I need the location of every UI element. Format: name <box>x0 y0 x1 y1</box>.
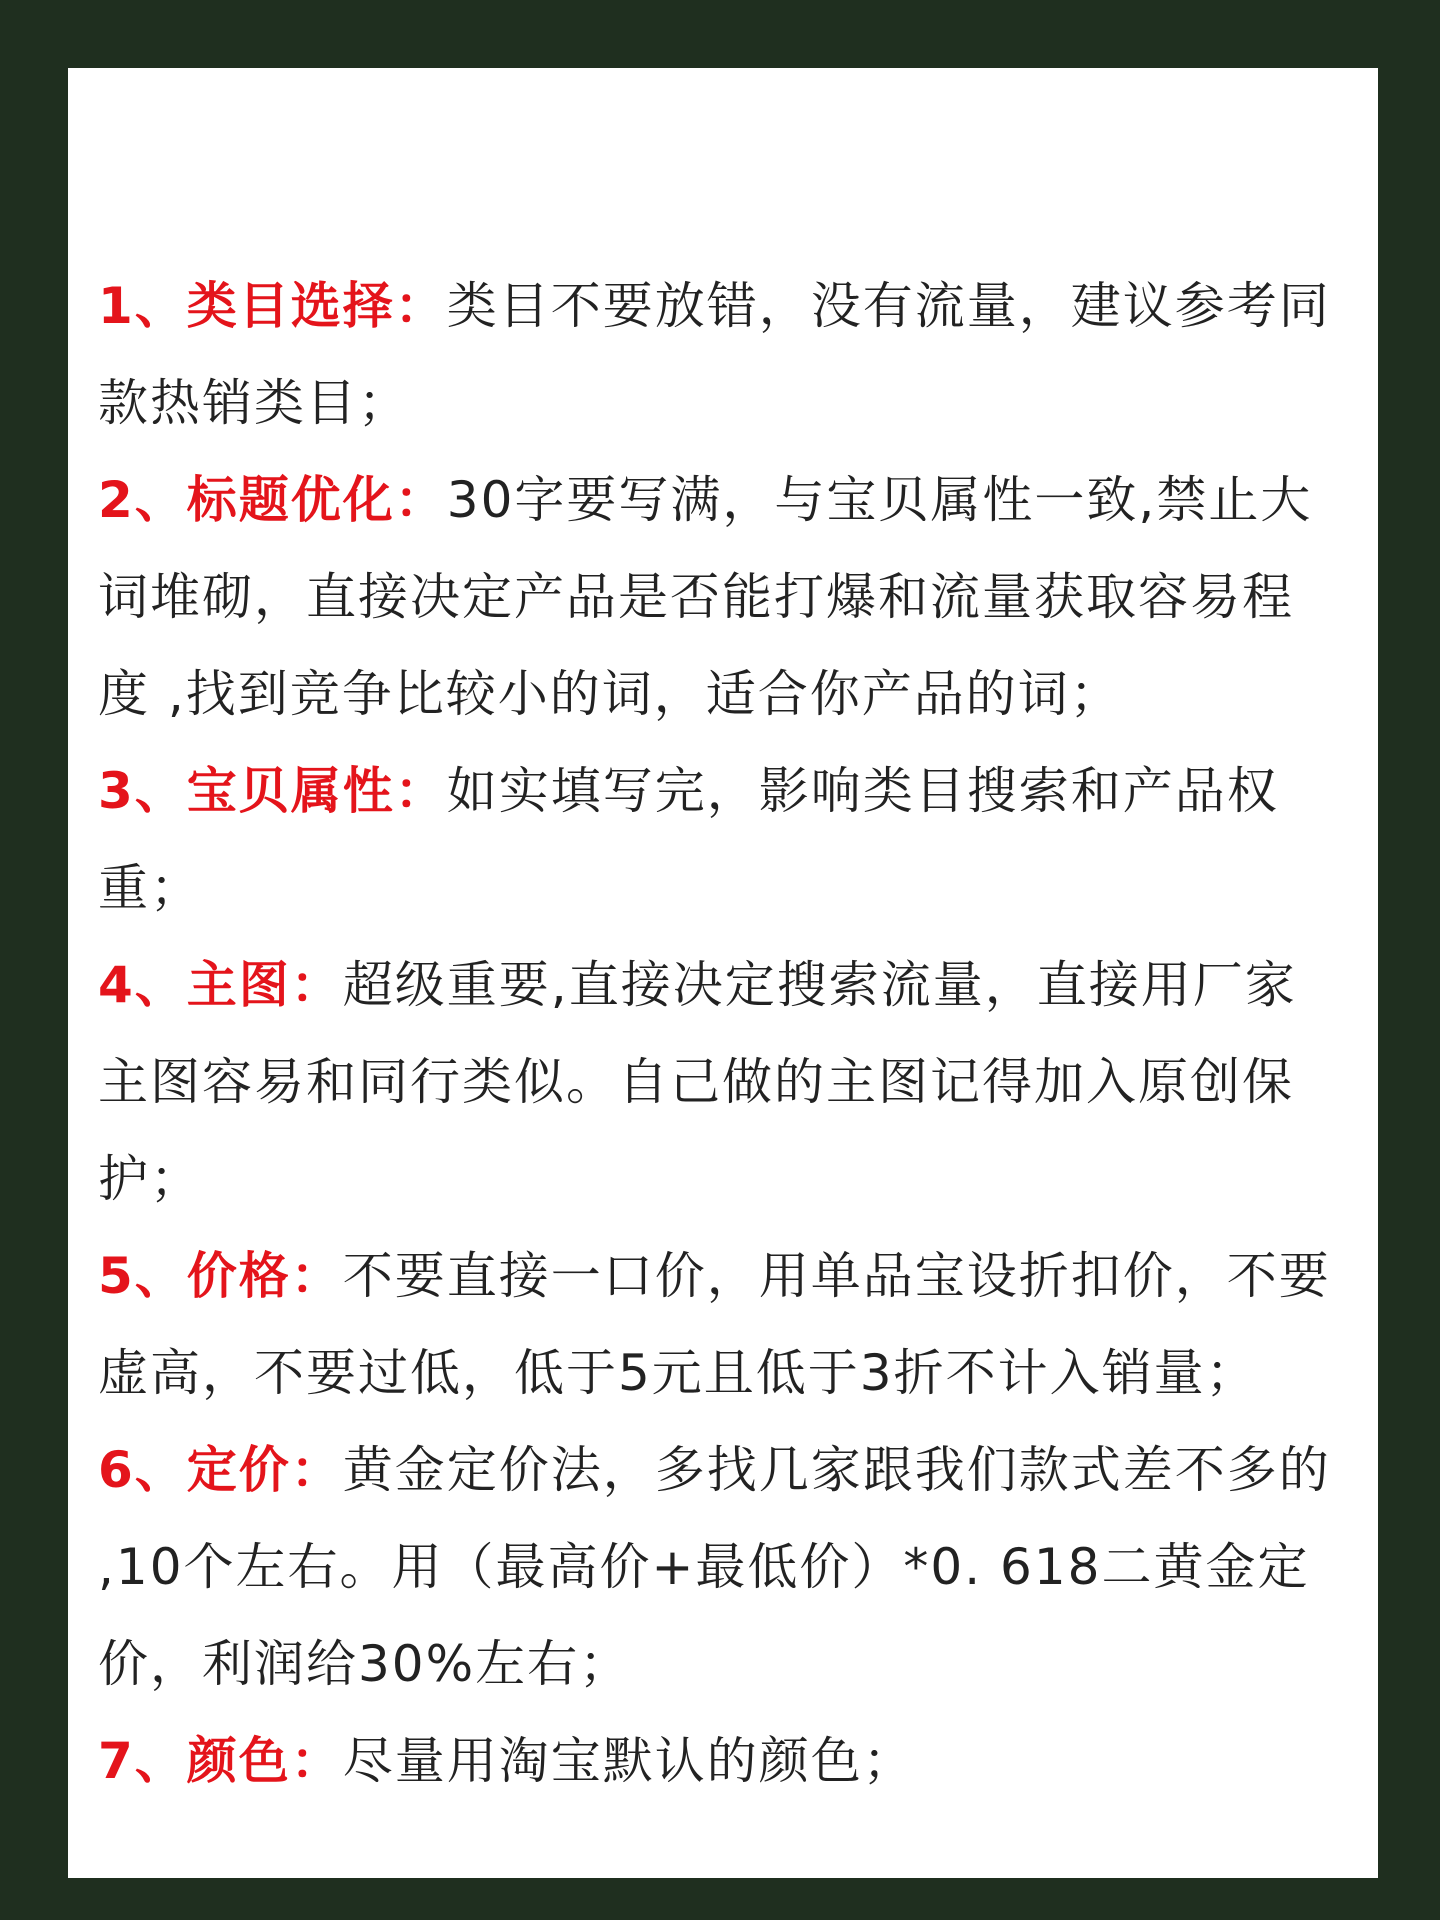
tip-label: 1、类目选择： <box>98 277 447 335</box>
tip-text: 尽量用淘宝默认的颜色； <box>342 1732 915 1790</box>
tip-category <box>98 258 1336 452</box>
tip-label: 2、标题优化： <box>98 471 447 529</box>
tip-main-image <box>98 937 1336 1228</box>
tip-attributes <box>98 743 1336 937</box>
tip-label: 4、主图： <box>98 956 343 1014</box>
tip-title <box>98 452 1336 743</box>
tip-pricing <box>98 1422 1336 1713</box>
tip-text: 不要直接一口价，用单品宝设折扣价，不要虚高，不要过低，低于5元且低于3折不计入销量； <box>98 1247 1331 1402</box>
tip-color <box>98 1713 1336 1810</box>
tip-price <box>98 1228 1336 1422</box>
tip-label: 7、颜色： <box>98 1732 343 1790</box>
tip-label: 3、宝贝属性： <box>98 762 447 820</box>
tip-text: 类目不要放错，没有流量，建议参考同款热销类目； <box>98 277 1331 432</box>
content-card <box>68 68 1378 1878</box>
tip-text: 如实填写完，影响类目搜索和产品权重； <box>98 762 1279 917</box>
tip-label: 6、定价： <box>98 1441 343 1499</box>
tip-label: 5、价格： <box>98 1247 343 1305</box>
tip-text: 黄金定价法，多找几家跟我们款式差不多的 ,10个左右。用（最高价+最低价）*0. 618二黄金定价，利润给30%左右； <box>98 1441 1331 1693</box>
tip-text: 30字要写满，与宝贝属性一致,禁止大词堆砌，直接决定产品是否能打爆和流量获取容易程度 ,找到竞争比较小的词，适合你产品的词； <box>98 471 1313 723</box>
tip-text: 超级重要,直接决定搜索流量，直接用厂家主图容易和同行类似。自己做的主图记得加入原创保护； <box>98 956 1297 1208</box>
